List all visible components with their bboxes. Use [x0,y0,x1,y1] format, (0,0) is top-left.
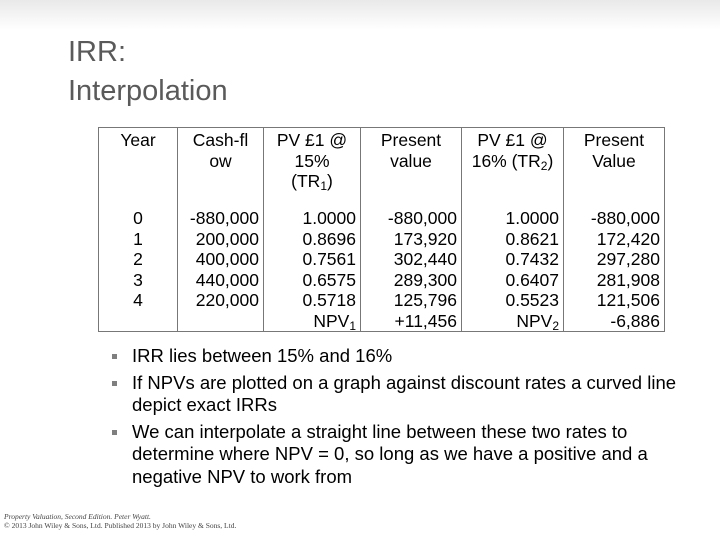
cell-pv16: 0.5523 [462,290,564,311]
header-pv15-sub: 1 [320,179,327,193]
slide-title [68,33,228,111]
cell-present1: 289,300 [361,270,462,291]
cell-pv15: 0.8696 [264,229,361,250]
square-bullet-icon [112,430,117,435]
cell-present2: 281,908 [564,270,665,291]
cell-pv15: 0.7561 [264,249,361,270]
cell-present1: 173,920 [361,229,462,250]
cell-present1: -880,000 [361,208,462,229]
header-pv15-line1: PV £1 @ [276,130,348,150]
cell-year: 1 [99,229,178,250]
bullet-list [112,345,702,492]
bullet-item [112,421,702,489]
cell-cashflow: 220,000 [178,290,264,311]
header-year: Year [99,128,178,209]
header-cashflow [178,128,264,209]
header-present-value-2-text: Present Value [583,130,645,171]
table-row [99,290,665,311]
cell-pv15: 0.5718 [264,290,361,311]
npv2-label [462,311,564,332]
table-row [99,229,665,250]
npv1-label [264,311,361,332]
header-pv16-line2: 16% (TR [471,150,541,171]
table-header-row [99,128,665,209]
cell-year: 0 [99,208,178,229]
title-line-2: Interpolation [68,75,228,107]
cell-present2: 297,280 [564,249,665,270]
npv-row [99,311,665,332]
top-gradient-band [0,0,720,30]
square-bullet-icon [112,354,117,359]
header-present-value-2 [564,128,665,209]
bullet-item [112,372,702,417]
bullet-text: If NPVs are plotted on a graph against discount rates a curved line depict exact IRRs [132,371,677,415]
cell-present2: 172,420 [564,229,665,250]
npv2-value: -6,886 [564,311,665,332]
cell-pv16: 0.7432 [462,249,564,270]
cell-pv16: 0.8621 [462,229,564,250]
cell-year: 4 [99,290,178,311]
header-pv16 [462,128,564,209]
cell-cashflow: 200,000 [178,229,264,250]
cell-year: 3 [99,270,178,291]
npv1-label-text: NPV [313,310,350,331]
table-row [99,270,665,291]
bullet-text: IRR lies between 15% and 16% [132,345,393,366]
cell-cashflow: 400,000 [178,249,264,270]
cell-year: 2 [99,249,178,270]
cell-empty [99,311,178,332]
title-line-1: IRR: [68,36,126,68]
cell-pv16: 0.6407 [462,270,564,291]
footer-credit [4,512,236,530]
cell-pv16: 1.0000 [462,208,564,229]
bullet-item [112,345,702,368]
cell-present2: -880,000 [564,208,665,229]
header-pv16-line1: PV £1 @ [477,130,548,150]
square-bullet-icon [112,381,117,386]
cell-cashflow: 440,000 [178,270,264,291]
cell-cashflow: -880,000 [178,208,264,229]
header-pv16-sub: 2 [540,158,548,173]
cell-pv15: 0.6575 [264,270,361,291]
header-pv15 [264,128,361,209]
footer-line-2: © 2013 John Wiley & Sons, Ltd. Published 2013 by John Wiley & Sons, Ltd. [4,521,237,530]
irr-table [98,127,665,332]
header-pv15-line2: 15% [294,150,330,171]
cell-present1: 125,796 [361,290,462,311]
npv1-sub: 1 [349,318,356,333]
bullet-text: We can interpolate a straight line between these two rates to determine where NPV = 0, so long as we have a positive and a negative NPV to work from [132,420,648,487]
cell-present2: 121,506 [564,290,665,311]
cell-present1: 302,440 [361,249,462,270]
header-pv15-close: ) [327,171,333,191]
table-row [99,249,665,270]
table-row [99,208,665,229]
header-cashflow-text: Cash-flow [192,130,249,171]
header-pv15-line3: (TR [291,171,321,191]
header-pv16-close: ) [547,150,554,171]
cell-pv15: 1.0000 [264,208,361,229]
cell-empty [178,311,264,332]
npv1-value: +11,456 [361,311,462,332]
npv2-sub: 2 [552,318,559,333]
npv2-label-text: NPV [516,310,553,331]
header-present-value-1 [361,128,462,209]
footer-line-1: Property Valuation, Second Edition. Peter Wyatt. [4,512,151,521]
header-present-value-1-text: Present value [380,130,442,171]
